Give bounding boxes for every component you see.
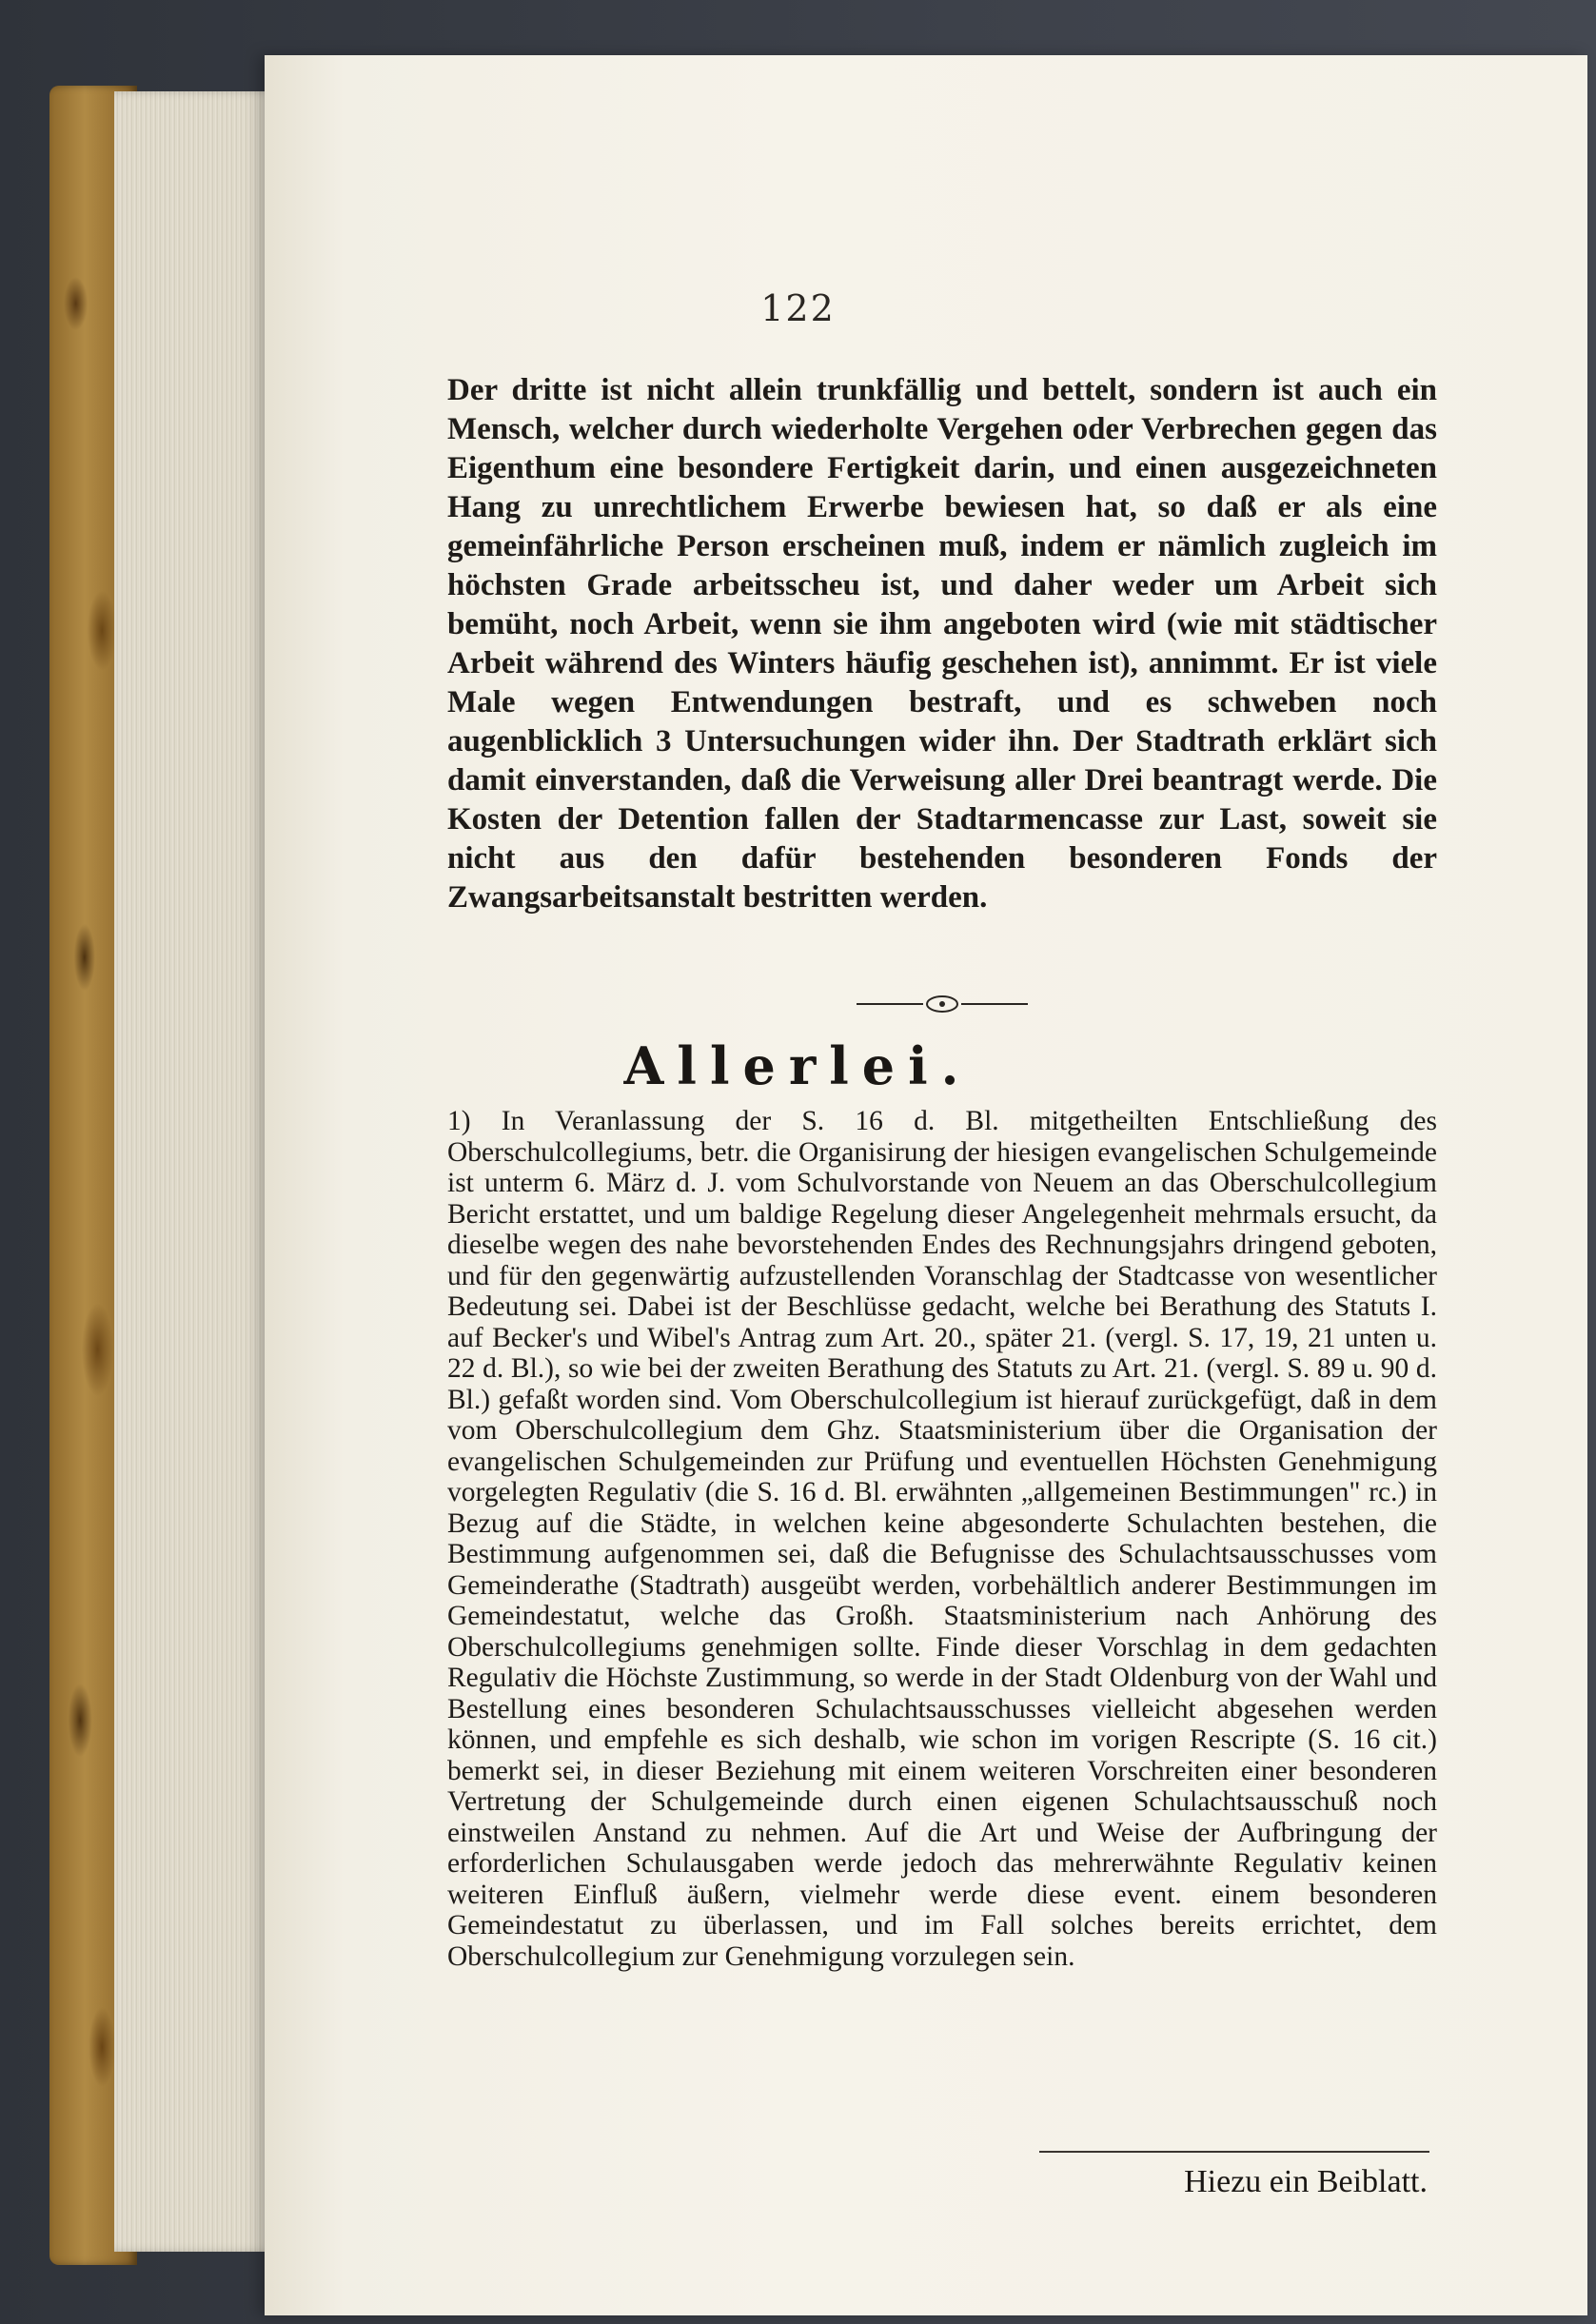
page-edges [114,91,276,2252]
page-number: 122 [760,287,836,329]
footer-note: Hiezu ein Beiblatt. [1184,2164,1428,2199]
intro-paragraph: Der dritte ist nicht allein trunkfällig und bettelt, sondern ist auch ein Mensch, welcher durch wiederholte Vergehen oder Verbrechen gegen das Eigenthum eine besondere Fertigkeit darin, und einen ausgezeichneten Hang zu unrechtlichem Erwerbe bewiesen hat, so daß er als eine gemeinfährliche Person erscheinen muß, indem er nämlich zugleich im höchsten Grade arbeitsscheu ist, und daher weder um Arbeit sich bemüht, noch Arbeit, wenn sie ihm angeboten wird (wie mit städtischer Arbeit während des Winters häufig geschehen ist), annimmt. Er ist viele Male wegen Entwendungen bestraft, und es schweben noch augenblicklich 3 Untersuchungen wider ihn. Der Stadtrath erklärt sich damit einverstanden, daß die Verweisung aller Drei beantragt werde. Die Kosten der Detention fallen der Stadtarmencasse zur Last, soweit sie nicht aus den dafür bestehenden besonderen Fonds der Zwangsarbeitsanstalt bestritten werden. [447,373,1437,915]
footer-divider [1039,2151,1429,2153]
section-heading: Allerlei. [623,1035,973,1096]
item-paragraph: 1) In Veranlassung der S. 16 d. Bl. mitgetheilten Entschließung des Oberschulcollegiums, betr. die Organisirung der hiesigen evangelischen Schulgemeinde ist unterm 6. März d. J. vom Schulvorstande von Neuem an das Oberschulcollegium Bericht erstattet, und um baldige Regelung dieser Angelegenheit mehrmals ersucht, da dieselbe wegen des nahe bevorstehenden Endes des Rechnungsjahrs dringend geboten, und für den gegenwärtig aufzustellenden Voranschlag der Stadtcasse von wesentlicher Bedeutung sei. Dabei ist der Beschlüsse gedacht, welche bei Berathung des Statuts I. auf Becker's und Wibel's Antrag zum Art. 20., später 21. (vergl. S. 17, 19, 21 unten u. 22 d. Bl.), so wie bei der zweiten Berathung des Statuts zu Art. 21. (vergl. S. 89 u. 90 d. Bl.) gefaßt worden sind. Vom Oberschulcollegium ist hierauf zurückgefügt, daß in dem vom Oberschulcollegium dem Ghz. Staatsministerium über die Organisation der evangelischen Schulgemeinden zur Prüfung und eventuellen Höchsten Genehmigung vorgelegten Regulativ (die S. 16 d. Bl. erwähnten „allgemeinen Bestimmungen" rc.) in Bezug auf die Städte, in welchen keine abgesonderte Schulachten bestehen, die Bestimmung aufgenommen sei, daß die Befugnisse des Schulachtsausschusses vom Gemeinderathe (Stadtrath) ausgeübt werden, vorbehältlich anderer Bestimmungen im Gemeindestatut, welche das Großh. Staatsministerium nach Anhörung des Oberschulcollegiums genehmigen sollte. Finde dieser Vorschlag in dem gedachten Regulativ die Höchste Zustimmung, so werde in der Stadt Oldenburg von der Wahl und Bestellung eines besonderen Schulachtsausschusses vielleicht abgesehen werden können, und empfehle es sich deshalb, wie schon im vorigen Rescripte (S. 16 cit.) bemerkt sei, in dieser Beziehung mit einem weiteren Vorschreiten einer besonderen Vertretung der Schulgemeinde durch einen eigenen Schulachtsausschuß noch einstweilen Anstand zu nehmen. Auf die Art und Weise der Aufbringung der erforderlichen Schulausgaben werde jedoch das mehrerwähnte Regulativ keinen weiteren Einfluß äußern, vielmehr werde diese event. einem besonderen Gemeindestatut zu überlassen, und im Fall solches bereits errichtet, dem Oberschulcollegium zur Genehmigung vorzulegen sein. [447,1106,1437,1972]
decorative-rule-ornament-icon [857,990,1028,1018]
